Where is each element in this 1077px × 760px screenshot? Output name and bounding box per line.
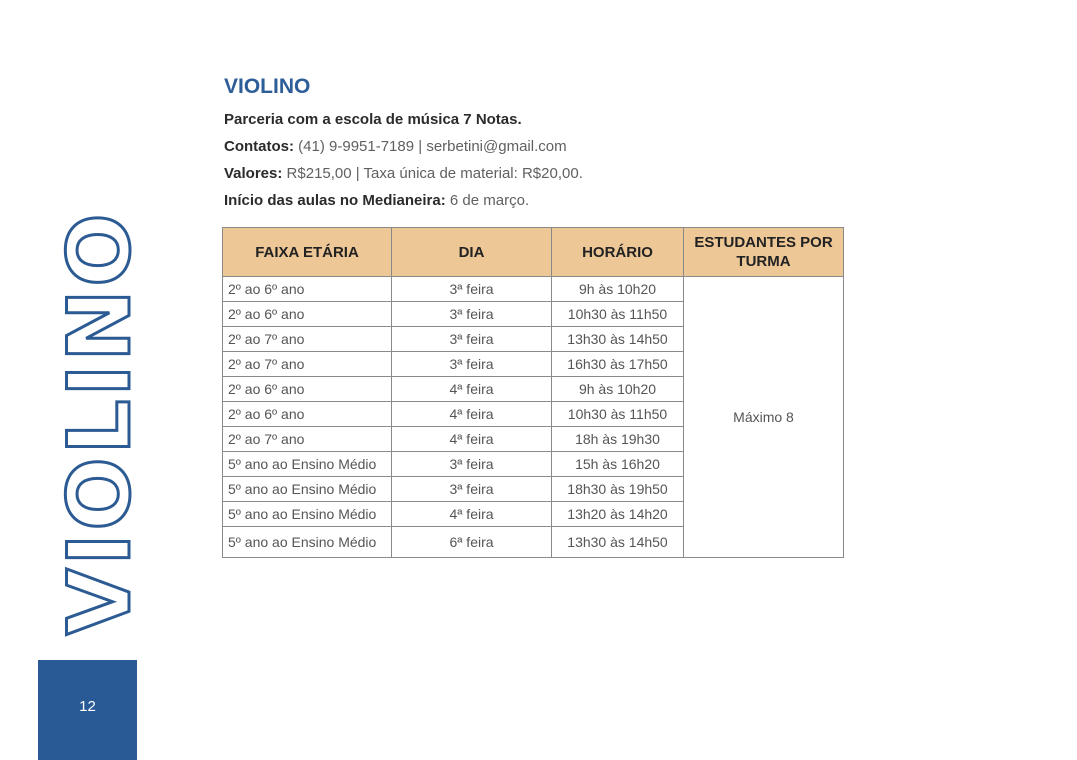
prices-value: R$215,00 | Taxa única de material: R$20,00. [286, 165, 583, 182]
time-cell: 18h30 às 19h50 [552, 477, 684, 502]
day-cell: 3ª feira [392, 452, 552, 477]
day-cell: 3ª feira [392, 302, 552, 327]
day-cell: 4ª feira [392, 427, 552, 452]
day-cell: 3ª feira [392, 477, 552, 502]
age-cell: 2º ao 7º ano [223, 427, 392, 452]
header-day: DIA [392, 228, 552, 277]
time-cell: 10h30 às 11h50 [552, 402, 684, 427]
age-cell: 2º ao 6º ano [223, 277, 392, 302]
day-cell: 3ª feira [392, 327, 552, 352]
day-cell: 4ª feira [392, 377, 552, 402]
side-title: VIOLINO [50, 210, 150, 635]
time-cell: 10h30 às 11h50 [552, 302, 684, 327]
prices-line [224, 160, 583, 187]
contacts-label: Contatos: [224, 138, 294, 155]
time-cell: 13h30 às 14h50 [552, 327, 684, 352]
age-cell: 5º ano ao Ensino Médio [223, 527, 392, 558]
time-cell: 18h às 19h30 [552, 427, 684, 452]
age-cell: 5º ano ao Ensino Médio [223, 452, 392, 477]
table-row [223, 277, 844, 302]
contacts-value: (41) 9-9951-7189 | serbetini@gmail.com [298, 138, 567, 155]
age-cell: 5º ano ao Ensino Médio [223, 502, 392, 527]
day-cell: 3ª feira [392, 277, 552, 302]
time-cell: 9h às 10h20 [552, 277, 684, 302]
age-cell: 2º ao 7º ano [223, 352, 392, 377]
page-number: 12 [79, 698, 96, 715]
time-cell: 16h30 às 17h50 [552, 352, 684, 377]
max-students-cell: Máximo 8 [684, 277, 844, 558]
table-header-row [223, 228, 844, 277]
header-age-range: FAIXA ETÁRIA [223, 228, 392, 277]
time-cell: 15h às 16h20 [552, 452, 684, 477]
start-line [224, 187, 583, 214]
day-cell: 4ª feira [392, 402, 552, 427]
partnership-line: Parceria com a escola de música 7 Notas. [224, 111, 522, 128]
day-cell: 6ª feira [392, 527, 552, 558]
day-cell: 3ª feira [392, 352, 552, 377]
age-cell: 2º ao 6º ano [223, 377, 392, 402]
header-students-per-class: ESTUDANTES POR TURMA [684, 228, 844, 277]
header-time: HORÁRIO [552, 228, 684, 277]
time-cell: 13h30 às 14h50 [552, 527, 684, 558]
section-content [224, 74, 583, 214]
age-cell: 2º ao 7º ano [223, 327, 392, 352]
section-title: VIOLINO [224, 75, 311, 98]
start-label: Início das aulas no Medianeira: [224, 192, 446, 209]
day-cell: 4ª feira [392, 502, 552, 527]
prices-label: Valores: [224, 165, 283, 182]
age-cell: 5º ano ao Ensino Médio [223, 477, 392, 502]
start-value: 6 de março. [449, 192, 530, 209]
time-cell: 13h20 às 14h20 [552, 502, 684, 527]
page-number-box [38, 660, 137, 760]
schedule-table [222, 227, 844, 558]
age-cell: 2º ao 6º ano [223, 302, 392, 327]
age-cell: 2º ao 6º ano [223, 402, 392, 427]
contacts-line [224, 133, 583, 160]
time-cell: 9h às 10h20 [552, 377, 684, 402]
